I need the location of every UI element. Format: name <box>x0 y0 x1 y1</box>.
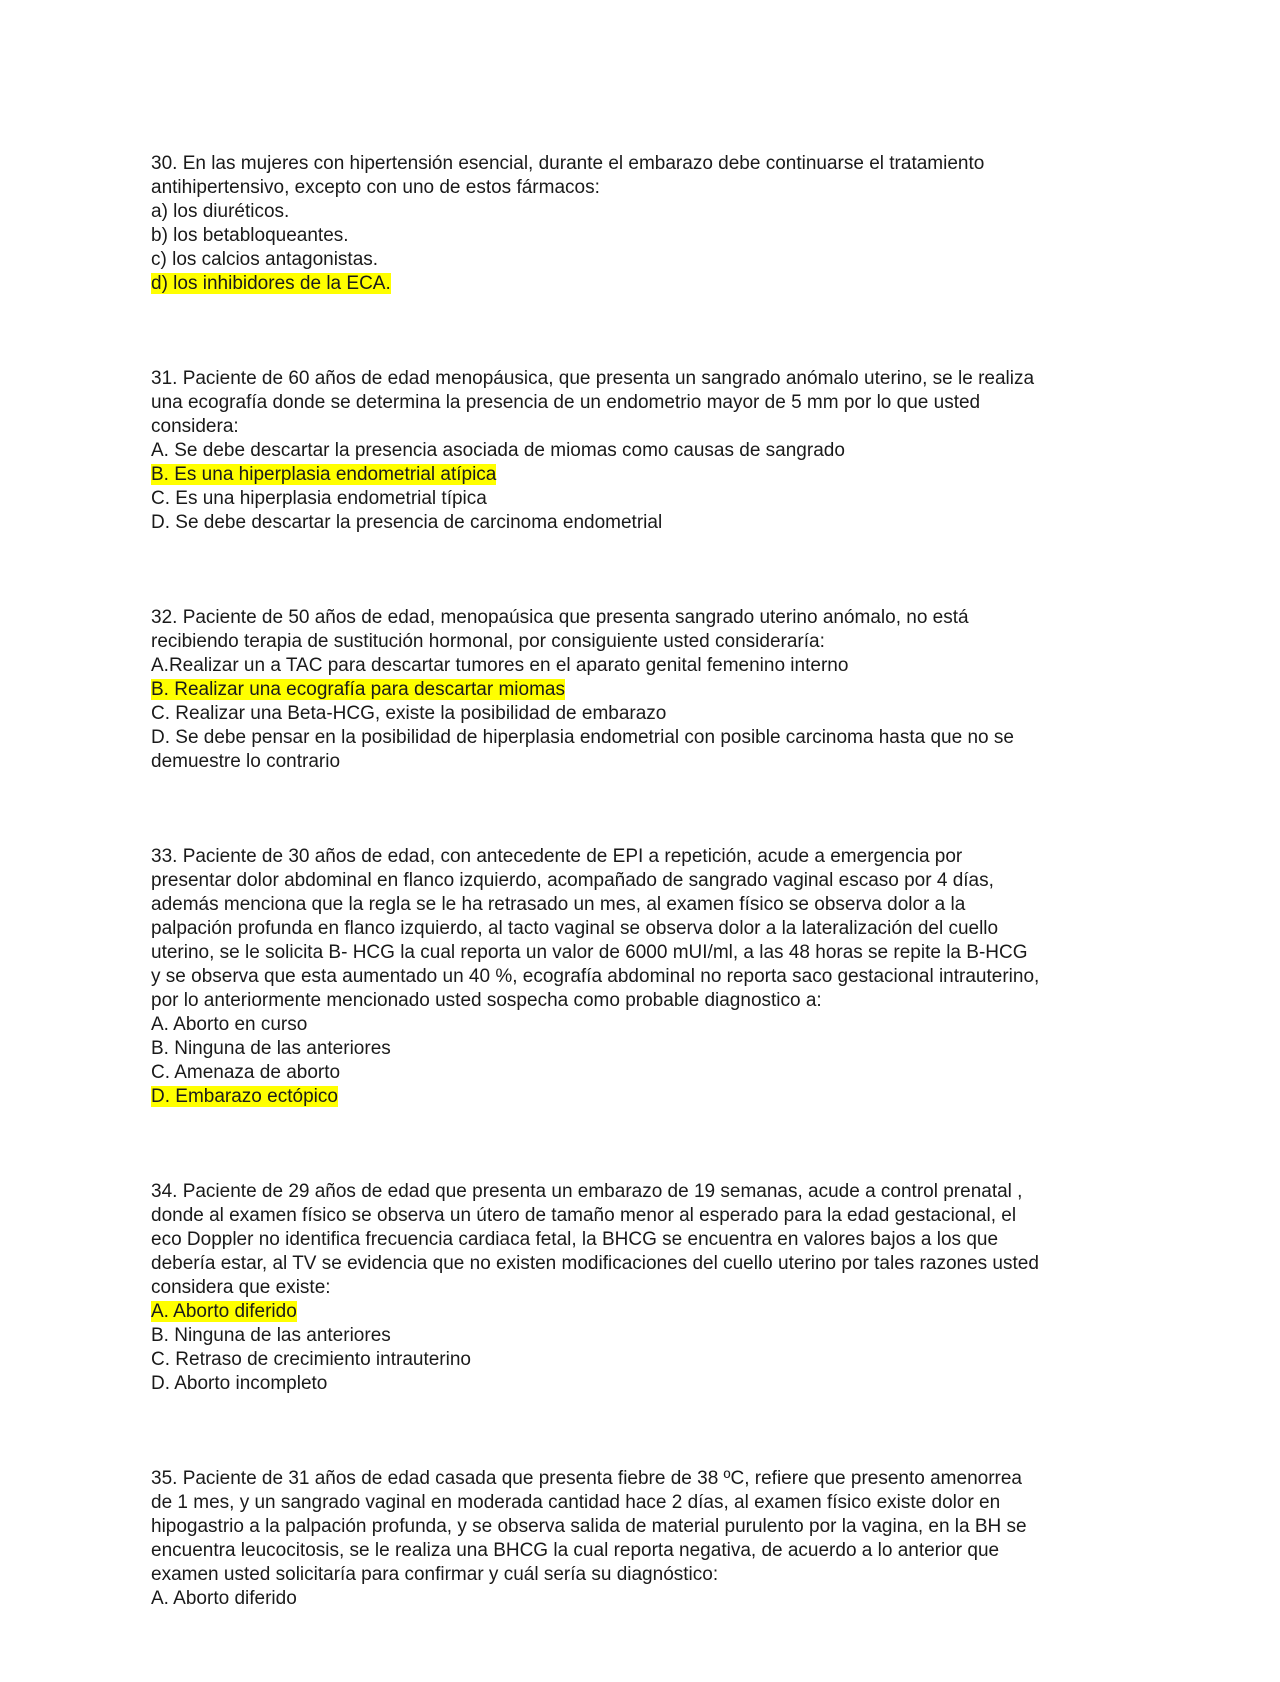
highlighted-answer-text: d) los inhibidores de la ECA. <box>151 273 391 294</box>
answer-option-correct <box>151 1085 1141 1109</box>
answer-option-text: C. Realizar una Beta-HCG, existe la posibilidad de embarazo <box>151 703 667 724</box>
answer-option-text: A.Realizar un a TAC para descartar tumores en el aparato genital femenino interno <box>151 655 849 676</box>
question-stem-line: de 1 mes, y un sangrado vaginal en moderada cantidad hace 2 días, al examen físico existe dolor en <box>151 1492 1001 1513</box>
question-stem-line: palpación profunda en flanco izquierdo, al tacto vaginal se observa dolor a la lateralización del cuello <box>151 918 999 939</box>
answer-option-text: A. Se debe descartar la presencia asociada de miomas como causas de sangrado <box>151 440 845 461</box>
answer-option <box>151 1348 1141 1372</box>
question-stem-line: por lo anteriormente mencionado usted sospecha como probable diagnostico a: <box>151 990 822 1011</box>
answer-option <box>151 654 1141 678</box>
question-35 <box>151 1467 1141 1611</box>
question-stem-line: uterino, se le solicita B- HCG la cual reporta un valor de 6000 mUI/ml, a las 48 horas se repite la B-HCG <box>151 942 1028 963</box>
answer-option <box>151 248 1141 272</box>
question-stem-line: recibiendo terapia de sustitución hormonal, por consiguiente usted consideraría: <box>151 631 825 652</box>
answer-option-correct <box>151 463 1141 487</box>
highlighted-answer-text: B. Realizar una ecografía para descartar miomas <box>151 679 565 700</box>
question-stem-line: donde al examen físico se observa un útero de tamaño menor al esperado para la edad gestacional, el <box>151 1205 1017 1226</box>
answer-option <box>151 224 1141 248</box>
answer-option-text: A. Aborto diferido <box>151 1588 297 1609</box>
answer-option <box>151 487 1141 511</box>
answer-option <box>151 1324 1141 1348</box>
question-stem-line: 35. Paciente de 31 años de edad casada que presenta fiebre de 38 ºC, refiere que presento amenorrea <box>151 1468 1022 1489</box>
answer-option-continuation <box>151 750 1141 774</box>
question-32 <box>151 606 1141 774</box>
question-30 <box>151 152 1141 296</box>
answer-option-correct <box>151 272 1141 296</box>
question-stem-line: hipogastrio a la palpación profunda, y se observa salida de material purulento por la vagina, en la BH se <box>151 1516 1027 1537</box>
answer-option <box>151 1061 1141 1085</box>
question-list <box>151 152 1141 1682</box>
question-stem-line: eco Doppler no identifica frecuencia cardiaca fetal, la BHCG se encuentra en valores bajos a los que <box>151 1229 999 1250</box>
highlighted-answer-text: D. Embarazo ectópico <box>151 1086 338 1107</box>
question-stem-line: 30. En las mujeres con hipertensión esencial, durante el embarazo debe continuarse el tratamiento <box>151 153 985 174</box>
answer-option <box>151 200 1141 224</box>
answer-option-text: D. Aborto incompleto <box>151 1373 328 1394</box>
question-stem-line: 31. Paciente de 60 años de edad menopáusica, que presenta un sangrado anómalo uterino, se le realiza <box>151 368 1035 389</box>
question-stem-line: una ecografía donde se determina la presencia de un endometrio mayor de 5 mm por lo que usted <box>151 392 981 413</box>
question-stem-line: considera: <box>151 416 239 437</box>
question-31 <box>151 367 1141 535</box>
question-stem-line: 34. Paciente de 29 años de edad que presenta un embarazo de 19 semanas, acude a control prenatal , <box>151 1181 1023 1202</box>
answer-option-text: B. Ninguna de las anteriores <box>151 1325 391 1346</box>
answer-option-text: b) los betabloqueantes. <box>151 225 349 246</box>
answer-option-text: D. Se debe descartar la presencia de carcinoma endometrial <box>151 512 663 533</box>
answer-option <box>151 1587 1141 1611</box>
answer-option-correct <box>151 678 1141 702</box>
answer-option-text: D. Se debe pensar en la posibilidad de hiperplasia endometrial con posible carcinoma hasta que no se <box>151 727 1014 748</box>
answer-option <box>151 439 1141 463</box>
answer-option <box>151 1372 1141 1396</box>
question-stem-line: antihipertensivo, excepto con uno de estos fármacos: <box>151 177 600 198</box>
answer-option <box>151 1013 1141 1037</box>
question-33 <box>151 845 1141 1109</box>
question-stem-line: considera que existe: <box>151 1277 331 1298</box>
question-stem-line: y se observa que esta aumentado un 40 %, ecografía abdominal no reporta saco gestacional intrauterino, <box>151 966 1040 987</box>
answer-option <box>151 726 1141 750</box>
answer-option <box>151 1037 1141 1061</box>
highlighted-answer-text: B. Es una hiperplasia endometrial atípica <box>151 464 497 485</box>
answer-option-text: a) los diuréticos. <box>151 201 290 222</box>
question-34 <box>151 1180 1141 1396</box>
question-stem-line: debería estar, al TV se evidencia que no existen modificaciones del cuello uterino por tales razones usted <box>151 1253 1039 1274</box>
answer-option <box>151 702 1141 726</box>
answer-option-text: C. Amenaza de aborto <box>151 1062 341 1083</box>
question-stem-line: 32. Paciente de 50 años de edad, menopaúsica que presenta sangrado uterino anómalo, no está <box>151 607 969 628</box>
highlighted-answer-text: A. Aborto diferido <box>151 1301 297 1322</box>
question-stem-line: presentar dolor abdominal en flanco izquierdo, acompañado de sangrado vaginal escaso por 4 días, <box>151 870 994 891</box>
answer-option-text: A. Aborto en curso <box>151 1014 308 1035</box>
answer-option <box>151 511 1141 535</box>
question-stem-line: encuentra leucocitosis, se le realiza una BHCG la cual reporta negativa, de acuerdo a lo anterior que <box>151 1540 1000 1561</box>
question-stem-line: 33. Paciente de 30 años de edad, con antecedente de EPI a repetición, acude a emergencia por <box>151 846 963 867</box>
answer-option-text: demuestre lo contrario <box>151 751 341 772</box>
answer-option-correct <box>151 1300 1141 1324</box>
answer-option-text: C. Retraso de crecimiento intrauterino <box>151 1349 471 1370</box>
answer-option-text: B. Ninguna de las anteriores <box>151 1038 391 1059</box>
answer-option-text: C. Es una hiperplasia endometrial típica <box>151 488 487 509</box>
answer-option-text: c) los calcios antagonistas. <box>151 249 379 270</box>
question-stem-line: examen usted solicitaría para confirmar y cuál sería su diagnóstico: <box>151 1564 719 1585</box>
question-stem-line: además menciona que la regla se le ha retrasado un mes, al examen físico se observa dolor a la <box>151 894 966 915</box>
